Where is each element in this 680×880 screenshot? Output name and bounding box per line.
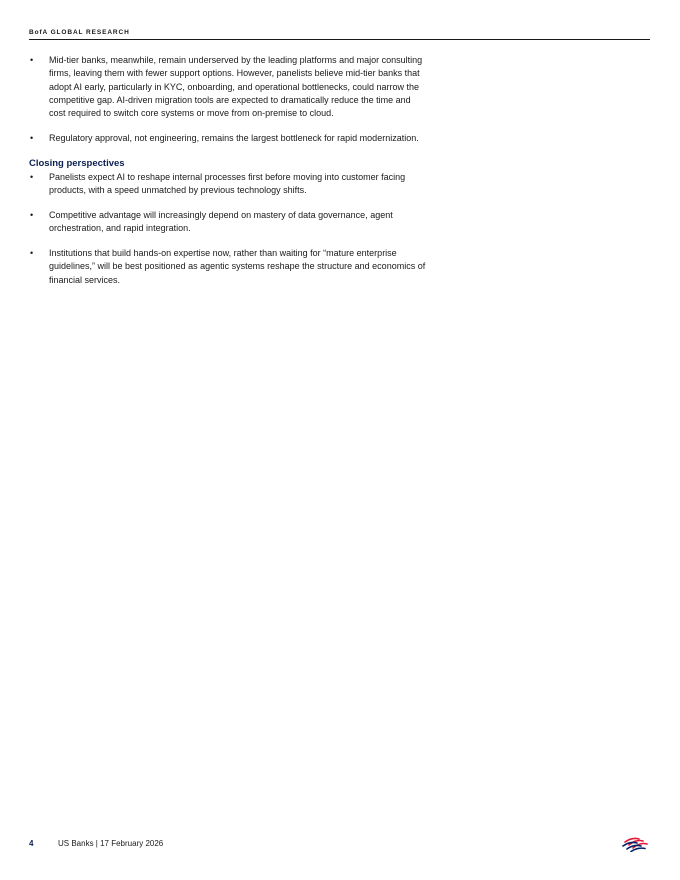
list-item	[29, 171, 429, 198]
footer-text: US Banks | 17 February 2026	[58, 839, 164, 848]
bullet-icon: •	[30, 209, 34, 220]
bullet-icon: •	[30, 55, 34, 65]
header-brand: BofA GLOBAL RESEARCH	[29, 29, 130, 36]
header-rule	[29, 39, 650, 40]
bullet-text: Competitive advantage will increasingly depend on mastery of data governance, agent orchestration, and rapid integration.	[49, 209, 393, 234]
bullet-icon: •	[30, 247, 34, 258]
bullet-list-closing	[29, 171, 429, 287]
bofa-flag-icon	[622, 836, 650, 852]
section-heading: Closing perspectives	[29, 157, 125, 169]
list-item	[29, 247, 429, 287]
bullet-text: Panelists expect AI to reshape internal processes first before moving into customer facing products, with a speed unmatched by previous technology shifts.	[49, 171, 406, 196]
bullet-icon: •	[30, 171, 34, 182]
page-number: 4	[29, 839, 34, 848]
bullet-text: Institutions that build hands-on expertise now, rather than waiting for “mature enterprise guidelines,” will be best positioned as agentic systems reshape the structure and economics of financial services.	[49, 247, 426, 285]
content	[29, 54, 429, 298]
bullet-list-top	[29, 54, 429, 145]
bullet-text: Regulatory approval, not engineering, remains the largest bottleneck for rapid modernization.	[49, 132, 419, 143]
bullet-text: Mid-tier banks, meanwhile, remain underserved by the leading platforms and major consulting firms, leaving them with fewer support options. However, panelists believe mid-tier banks that adopt AI early, particularly in KYC, onboarding, and operational bottlenecks, could narrow the competitive gap. AI-driven migration tools are expected to dramatically reduce the time and cost required to switch core systems or move from on-premise to cloud.	[49, 55, 423, 119]
list-item	[29, 132, 429, 145]
bullet-icon: •	[30, 132, 34, 143]
list-item	[29, 209, 429, 236]
list-item	[29, 54, 429, 120]
